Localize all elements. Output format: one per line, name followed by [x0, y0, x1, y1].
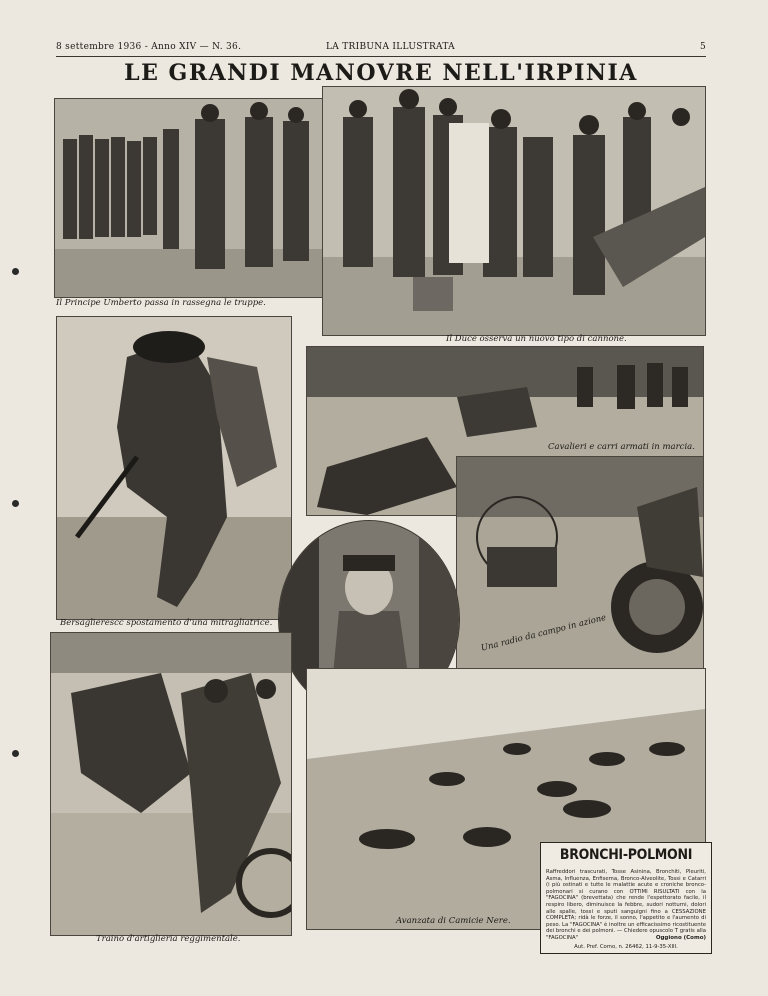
caption-principe: Il Principe Umberto passa in rassegna le truppe.	[56, 298, 266, 308]
caption-camicie: Avanzata di Camicie Nere.	[396, 916, 511, 926]
caption-bersaglieri: Bersaglierescc spostamento d'una mitragliatrice.	[60, 618, 273, 628]
photo-radio-image	[457, 457, 703, 701]
photo-duce-image	[323, 87, 705, 335]
photo-duce-cannone	[322, 86, 706, 336]
binding-hole	[12, 268, 19, 275]
photo-bersaglieri-image	[57, 317, 291, 619]
binding-hole	[12, 750, 19, 757]
header-rule	[56, 56, 706, 57]
page-header	[56, 42, 706, 56]
ad-body-text: Raffreddori trascurati, Tosse Asinina, Bronchiti, Pleuriti, Asma, Influenza, Enfisema, Bronco-Alveolite, Tossi e Catarri (i più ostinati e tutte le malattie acute e croniche bronco-polmonari si curano con OTTIMI RISULTATI con la "FAGOCINA" (brevettata) che rende l'espettorato facile, il respiro libero, diminuisce la febbre, sudori notturni, dolori alle spalle, tossi e sputi sanguigni fino a CESSAZIONE COMPLETA; ridà le forze, il sonno, l'appetito e l'aumento di peso. La "FAGOCINA" è inoltre un efficacissimo ricostituente dei bronchi e dei polmoni. — Chiedere opuscolo T gratis alla "FAGOCINA"	[546, 869, 706, 941]
caption-carri: Cavalieri e carri armati in marcia.	[548, 442, 695, 452]
photo-radio-campo	[456, 456, 704, 702]
caption-radio: Una radio da campo in azione	[480, 612, 608, 654]
page-number: 5	[699, 42, 706, 52]
caption-artiglieria: Traino d'artiglieria reggimentale.	[96, 934, 241, 944]
caption-duce: Il Duce osserva un nuovo tipo di cannone.	[446, 334, 627, 344]
ad-authorization: Aut. Pref. Como, n. 26462, 11-9-35-XIII.	[574, 944, 678, 950]
masthead: LA TRIBUNA ILLUSTRATA	[326, 42, 455, 52]
photo-artiglieria	[50, 632, 292, 936]
photo-principe-image	[55, 99, 325, 297]
binding-hole	[12, 500, 19, 507]
photo-artiglieria-image	[51, 633, 291, 935]
ad-address: Oggiono (Como)	[655, 935, 706, 941]
advertisement-bronchi-polmoni	[540, 842, 712, 954]
ad-title: BRONCHI-POLMONI	[559, 847, 693, 863]
photo-bersaglieri	[56, 316, 292, 620]
page-title: LE GRANDI MANOVRE NELL'IRPINIA	[124, 60, 638, 86]
issue-date: 8 settembre 1936 - Anno XIV — N. 36.	[56, 42, 242, 52]
photo-principe-umberto	[54, 98, 326, 298]
